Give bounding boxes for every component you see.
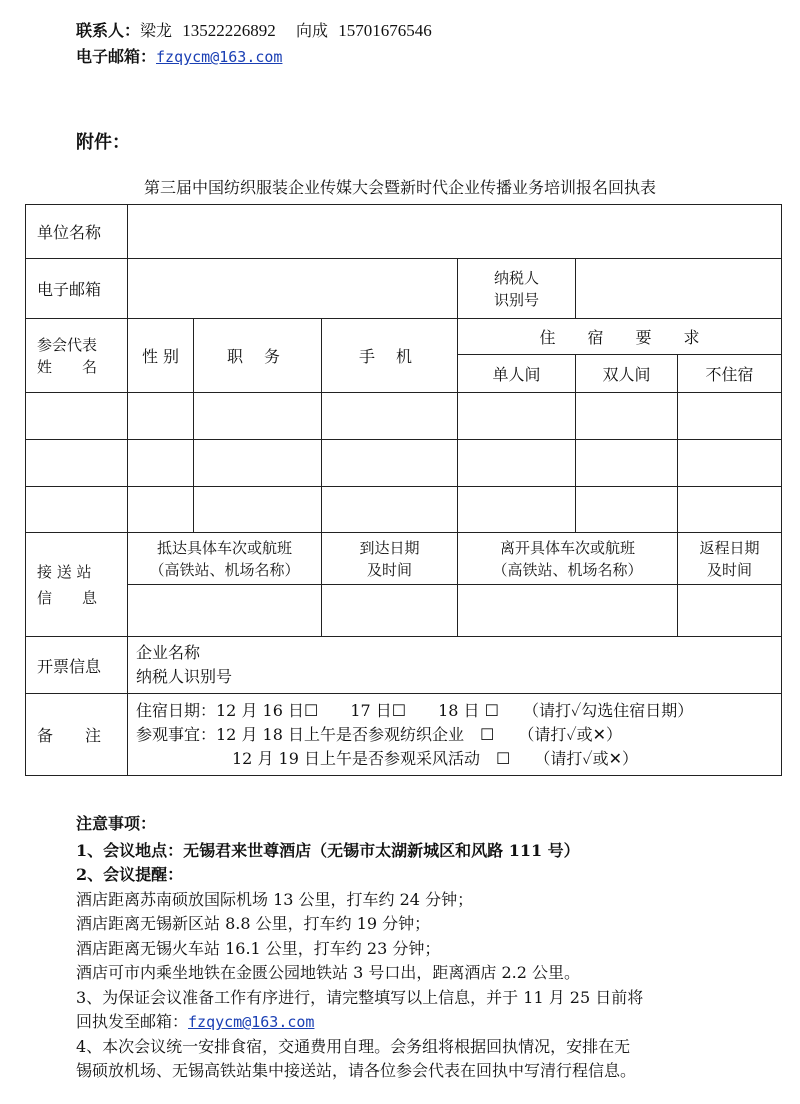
- attendee-single-cell[interactable]: [458, 440, 576, 487]
- invoice-info-label: 开票信息: [26, 637, 128, 694]
- contact-line: [76, 20, 432, 42]
- email-link[interactable]: fzqycm@163.com: [156, 48, 283, 66]
- arrival-time-header-line2: 及时间: [366, 560, 412, 579]
- lodging-date-line[interactable]: 住宿日期：12 月 16 日☐ 17 日☐ 18 日 ☐ （请打✓勾选住宿日期）: [136, 700, 694, 720]
- invoice-info-field[interactable]: [128, 637, 782, 694]
- arrival-transport-header: [128, 533, 322, 585]
- note-reminder-line: 酒店距离无锡新区站 8.8 公里，打车约 19 分钟；: [76, 914, 431, 933]
- arrival-time-header: [322, 533, 458, 585]
- transfer-info-label: [26, 533, 128, 637]
- contact-person-2-name: 向成: [296, 21, 329, 40]
- attendee-double-cell[interactable]: [576, 393, 678, 440]
- contact-person-2-phone: 15701676546: [338, 21, 432, 40]
- form-title: 第三届中国纺织服装企业传媒大会暨新时代企业传播业务培训报名回执表: [143, 178, 656, 197]
- attendee-gender-cell[interactable]: [128, 393, 194, 440]
- attendee-gender-cell[interactable]: [128, 440, 194, 487]
- email-line: [76, 46, 282, 68]
- no-stay-header: 不住宿: [678, 355, 782, 393]
- attendee-no-stay-cell[interactable]: [678, 393, 782, 440]
- visit-line-1[interactable]: 参观事宜：12 月 18 日上午是否参观纺织企业 ☐ （请打✓或✕）: [136, 724, 623, 744]
- attachment-heading: 附件：: [76, 132, 130, 153]
- attendee-row: [26, 440, 782, 487]
- lodging-header: 住 宿 要 求: [458, 319, 782, 355]
- attendee-no-stay-cell[interactable]: [678, 440, 782, 487]
- contact-person-1-phone: 13522226892: [182, 21, 276, 40]
- invoice-company-name: 企业名称: [136, 643, 201, 662]
- registration-form-table: [25, 204, 782, 776]
- gender-header: 性 别: [128, 319, 194, 393]
- attendee-position-cell[interactable]: [194, 440, 322, 487]
- taxpayer-id-field[interactable]: [576, 259, 782, 319]
- attendee-single-cell[interactable]: [458, 393, 576, 440]
- note-reminder-line: 酒店距离无锡火车站 16.1 公里，打车约 23 分钟；: [76, 938, 441, 958]
- departure-transport-field[interactable]: [458, 585, 678, 637]
- arrival-time-field[interactable]: [322, 585, 458, 637]
- note-arrangement-line: 锡硕放机场、无锡高铁站集中接送站，请各位参会代表在回执中写清行程信息。: [76, 1061, 637, 1080]
- contact-label: 联系人：: [76, 21, 141, 40]
- contact-person-1-name: 梁龙: [140, 21, 173, 40]
- invoice-taxpayer-id: 纳税人识别号: [136, 667, 233, 686]
- unit-name-label: 单位名称: [26, 205, 128, 259]
- departure-transport-header-line1: 离开具体车次或航班: [499, 538, 635, 557]
- unit-name-field[interactable]: [128, 205, 782, 259]
- attendee-name-cell[interactable]: [26, 440, 128, 487]
- attendee-single-cell[interactable]: [458, 487, 576, 533]
- return-time-header-line1: 返程日期: [699, 538, 760, 557]
- transfer-info-label-line1: 接 送 站: [37, 562, 92, 581]
- departure-transport-header: [458, 533, 678, 585]
- email-field-label: 电子邮箱: [26, 259, 128, 319]
- attendee-mobile-cell[interactable]: [322, 393, 458, 440]
- email-field[interactable]: [128, 259, 458, 319]
- attendee-row: [26, 487, 782, 533]
- return-time-field[interactable]: [678, 585, 782, 637]
- remarks-field: [128, 694, 782, 776]
- attendee-mobile-cell[interactable]: [322, 440, 458, 487]
- note-deadline-line: 3、为保证会议准备工作有序进行，请完整填写以上信息，并于 11 月 25 日前将: [76, 987, 644, 1007]
- representative-label-line2: 姓 名: [37, 357, 98, 376]
- note-deadline-email-line: [76, 1010, 643, 1035]
- attendee-double-cell[interactable]: [576, 440, 678, 487]
- remarks-label: 备 注: [26, 694, 128, 776]
- arrival-transport-header-line1: 抵达具体车次或航班: [156, 538, 292, 557]
- note-email-link[interactable]: fzqycm@163.com: [188, 1013, 315, 1031]
- taxpayer-id-label: [458, 259, 576, 319]
- attendee-row: [26, 393, 782, 440]
- note-reminder-title: 2、会议提醒：: [76, 865, 184, 884]
- departure-transport-header-line2: （高铁站、机场名称）: [492, 560, 643, 579]
- return-time-header-line2: 及时间: [707, 560, 753, 579]
- double-room-header: 双人间: [576, 355, 678, 393]
- attendee-mobile-cell[interactable]: [322, 487, 458, 533]
- position-header: 职 务: [194, 319, 322, 393]
- mobile-header: 手 机: [322, 319, 458, 393]
- representative-label: [26, 319, 128, 393]
- note-venue: 1、会议地点：无锡君来世尊酒店（无锡市太湖新城区和风路 111 号）: [76, 840, 580, 860]
- representative-label-line1: 参会代表: [37, 335, 98, 354]
- arrival-time-header-line1: 到达日期: [359, 538, 420, 557]
- note-arrangement-line: 4、本次会议统一安排食宿，交通费用自理。会务组将根据回执情况，安排在无: [76, 1036, 631, 1056]
- note-email-prefix: 回执发至邮箱：: [76, 1012, 189, 1031]
- note-reminder-line: 酒店距离苏南硕放国际机场 13 公里，打车约 24 分钟；: [76, 889, 474, 909]
- attendee-gender-cell[interactable]: [128, 487, 194, 533]
- attendee-position-cell[interactable]: [194, 393, 322, 440]
- attendee-double-cell[interactable]: [576, 487, 678, 533]
- return-time-header: [678, 533, 782, 585]
- attendee-name-cell[interactable]: [26, 393, 128, 440]
- single-room-header: 单人间: [458, 355, 576, 393]
- arrival-transport-field[interactable]: [128, 585, 322, 637]
- notes-section: [76, 812, 643, 1084]
- email-label: 电子邮箱：: [76, 47, 157, 66]
- taxpayer-id-label-line1: 纳税人: [493, 268, 539, 287]
- arrival-transport-header-line2: （高铁站、机场名称）: [149, 560, 300, 579]
- attendee-no-stay-cell[interactable]: [678, 487, 782, 533]
- transfer-info-label-line2: 信 息: [37, 588, 98, 607]
- taxpayer-id-label-line2: 识别号: [493, 290, 539, 309]
- attendee-position-cell[interactable]: [194, 487, 322, 533]
- attendee-name-cell[interactable]: [26, 487, 128, 533]
- note-reminder-line: 酒店可市内乘坐地铁在金匮公园地铁站 3 号口出，距离酒店 2.2 公里。: [76, 963, 580, 982]
- visit-line-2[interactable]: 12 月 19 日上午是否参观采风活动 ☐ （请打✓或✕）: [232, 748, 639, 768]
- notes-heading: 注意事项：: [76, 814, 157, 833]
